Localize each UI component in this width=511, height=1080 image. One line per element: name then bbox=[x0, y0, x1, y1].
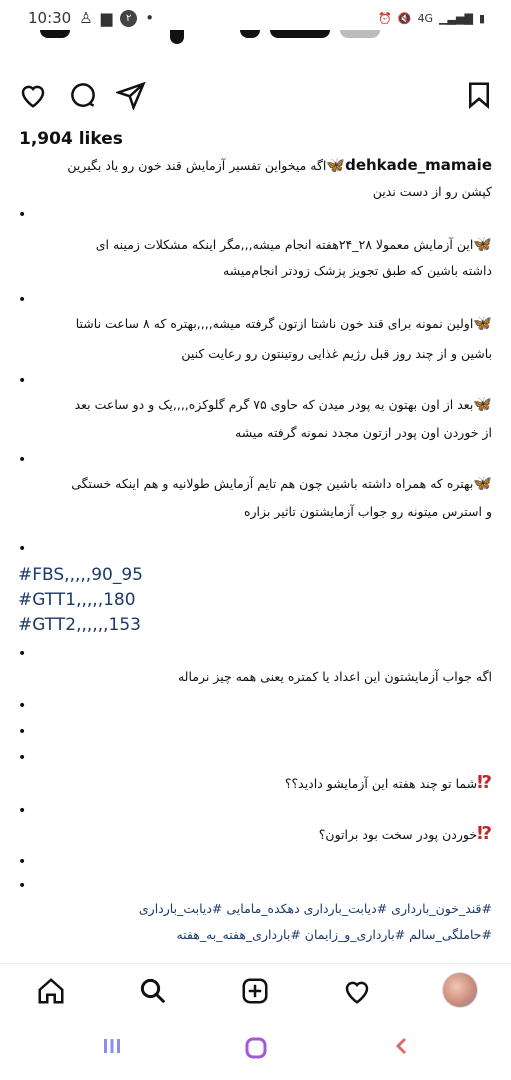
butterfly-icon: 🦋 bbox=[473, 474, 492, 492]
more-icon: • bbox=[145, 9, 155, 27]
para2-line2: باشین و از چند روز قبل رژیم غذایی روتینتون رو رعایت کنین bbox=[181, 346, 492, 361]
bookmark-icon[interactable] bbox=[464, 80, 494, 110]
back-icon[interactable] bbox=[392, 1036, 412, 1056]
likes-count[interactable]: 1,904 likes bbox=[19, 129, 123, 149]
para3-line1: 🦋بعد از اون بهتون یه پودر میدن که حاوی ۷۵ گرم گلوکزه,,,,یک و دو ساعت بعد bbox=[74, 395, 492, 413]
post-caption bbox=[18, 152, 492, 948]
hashtags-line1[interactable]: #قند_خون_بارداری #دیابت_بارداری دهکده_مامایی #دیابت_بارداری bbox=[138, 901, 492, 916]
post-image-clipped[interactable] bbox=[40, 30, 460, 46]
butterfly-icon: 🦋 bbox=[473, 314, 492, 332]
heart-icon[interactable] bbox=[18, 80, 48, 110]
dot-separator: • bbox=[18, 207, 27, 223]
question-exclamation-icon: ⁉ bbox=[477, 823, 492, 844]
butterfly-icon: 🦋 bbox=[473, 395, 492, 413]
dot-separator: • bbox=[18, 698, 27, 714]
new-post-icon[interactable] bbox=[240, 976, 270, 1006]
dot-separator: • bbox=[18, 646, 27, 662]
dot-separator: • bbox=[18, 541, 27, 557]
mute-icon: 🔇 bbox=[397, 11, 412, 25]
result-line: اگه جواب آزمایشتون این اعداد یا کمتره یعنی همه چیز نرماله bbox=[177, 669, 492, 684]
fbs-hashtag[interactable]: #FBS,,,,,90_95 bbox=[18, 565, 143, 585]
dot-separator: • bbox=[18, 724, 27, 740]
alarm-icon: ⏰ bbox=[378, 11, 392, 25]
dot-separator: • bbox=[18, 878, 27, 894]
activity-heart-icon[interactable] bbox=[342, 976, 372, 1006]
home-icon[interactable] bbox=[36, 976, 66, 1006]
profile-avatar[interactable] bbox=[442, 972, 478, 1008]
notification-icon: ♙ bbox=[79, 9, 93, 27]
home-button-icon[interactable] bbox=[244, 1036, 268, 1060]
caption-second-line: کپشن رو از دست ندین bbox=[372, 184, 492, 199]
para1-line1: 🦋این آزمایش معمولا ۲۸_۲۴هفته انجام میشه,,,مگر اینکه مشکلات زمینه ای bbox=[95, 235, 492, 253]
para4-line1: 🦋بهتره که همراه داشته باشین چون هم تایم آزمایش طولانیه و هم اینکه خستگی bbox=[71, 474, 492, 492]
bottom-navigation bbox=[0, 963, 511, 1016]
question1: ⁉شما تو چند هفته این آزمایشو دادید؟؟ bbox=[284, 772, 492, 793]
para2-line1: 🦋اولین نمونه برای قند خون ناشتا ازتون گرفته میشه,,,,بهتره که ۸ ساعت ناشتا bbox=[75, 314, 492, 332]
system-navigation bbox=[0, 1018, 511, 1080]
butterfly-icon: 🦋 bbox=[473, 235, 492, 253]
share-icon[interactable] bbox=[116, 80, 146, 110]
signal-icon: ▁▃▅▇ bbox=[439, 11, 473, 25]
comment-icon[interactable] bbox=[68, 80, 98, 110]
question2: ⁉خوردن پودر سخت بود براتون؟ bbox=[318, 823, 492, 844]
caption-first-line: dehkade_mamaie🦋اگه میخواین تفسیر آزمایش قند خون رو یاد بگیرین bbox=[67, 156, 492, 174]
dot-separator: • bbox=[18, 803, 27, 819]
dot-separator: • bbox=[18, 373, 27, 389]
butterfly-icon: 🦋 bbox=[326, 156, 346, 174]
recent-apps-icon[interactable] bbox=[102, 1036, 122, 1056]
message-icon: ▆ bbox=[100, 9, 113, 27]
question-exclamation-icon: ⁉ bbox=[477, 772, 492, 793]
dot-separator: • bbox=[18, 854, 27, 870]
status-time: 10:30 bbox=[28, 9, 72, 27]
para3-line2: از خوردن اون پودر ازتون مجدد نمونه گرفته میشه bbox=[235, 425, 492, 440]
post-actions bbox=[18, 80, 492, 114]
para1-line2: داشته باشین که طبق تجویز پزشک زودتر انجام‌میشه bbox=[223, 263, 492, 278]
search-icon[interactable] bbox=[138, 976, 168, 1006]
gtt2-hashtag[interactable]: #GTT2,,,,,,153 bbox=[18, 615, 141, 635]
hashtags-line2[interactable]: #حاملگی_سالم #بارداری_و_زایمان #بارداری_هفته_به_هفته bbox=[176, 927, 492, 942]
battery-icon: ▮ bbox=[478, 11, 485, 25]
post-username[interactable]: dehkade_mamaie bbox=[345, 156, 492, 174]
dot-separator: • bbox=[18, 452, 27, 468]
gtt1-hashtag[interactable]: #GTT1,,,,,180 bbox=[18, 590, 136, 610]
network-label: 4G bbox=[417, 11, 434, 25]
dot-separator: • bbox=[18, 750, 27, 766]
notification-badge: ۲ bbox=[120, 10, 137, 27]
para4-line2: و استرس میتونه رو جواب آزمایشتون تاثیر بزاره bbox=[243, 504, 492, 519]
dot-separator: • bbox=[18, 292, 27, 308]
